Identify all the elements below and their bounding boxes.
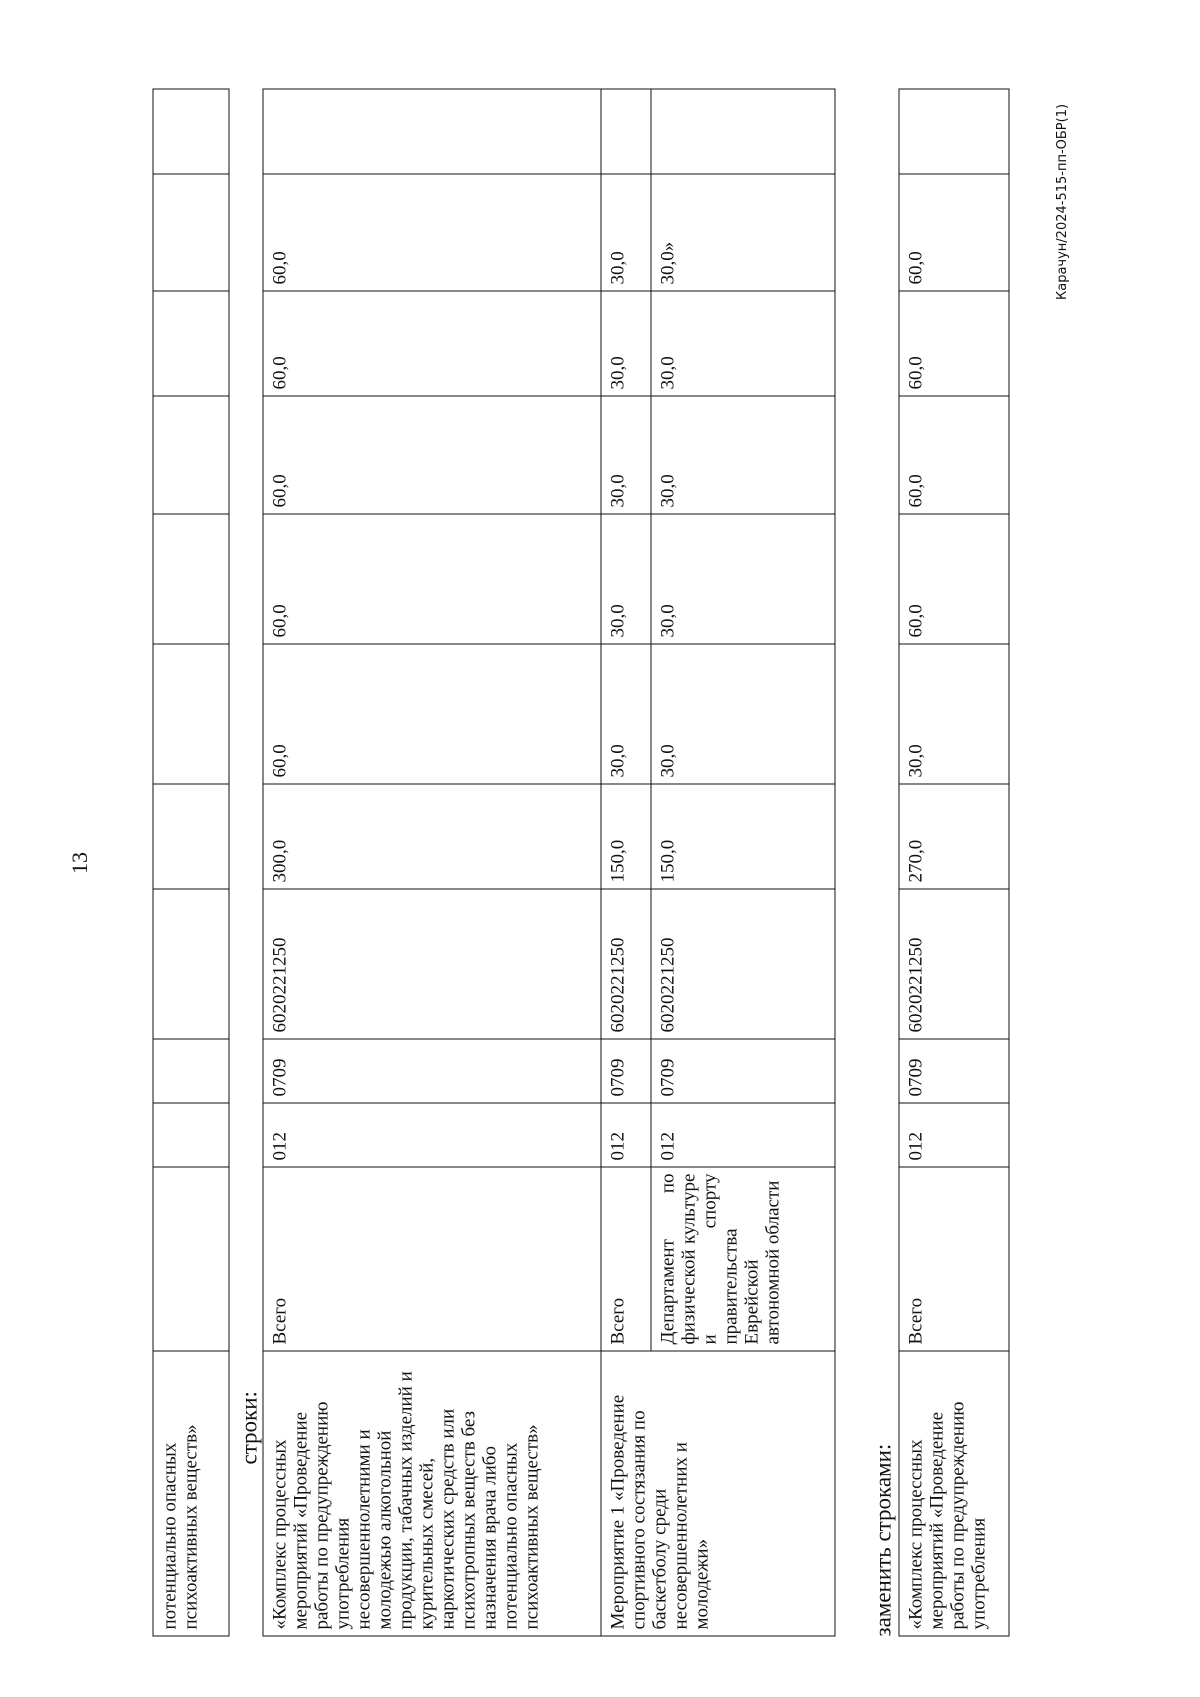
table-previous-tail: [153, 89, 230, 1637]
table-row: [153, 89, 229, 1636]
csr-cell: 6020221250: [263, 889, 601, 1039]
rzpr-cell: 0709: [263, 1039, 601, 1103]
value-year-cell: 60,0: [899, 514, 1009, 644]
rzpr-cell: 0709: [899, 1039, 1009, 1103]
value-year-cell: 60,0: [263, 644, 601, 784]
value-year-cell: 30,0: [601, 291, 651, 396]
value-year-cell: 60,0: [263, 174, 601, 291]
table-existing-rows: [263, 89, 836, 1637]
complex-name-cell: «Комплекс процессных мероприятий «Проведение работы по предупреждению употребления: [899, 1351, 1009, 1636]
csr-cell: 6020221250: [651, 889, 835, 1039]
value-year-cell: 30,0: [601, 174, 651, 291]
value-year-cell: 60,0: [899, 174, 1009, 291]
source-cell: Всего: [601, 1167, 651, 1351]
value-year-cell: 60,0: [899, 396, 1009, 514]
page-number: 13: [67, 852, 92, 874]
value-total-cell: 150,0: [601, 784, 651, 889]
table-row: [601, 89, 651, 1636]
value-total-cell: 270,0: [899, 784, 1009, 889]
grbs-cell: 012: [601, 1103, 651, 1167]
value-year-cell: 60,0: [263, 514, 601, 644]
grbs-cell: 012: [899, 1103, 1009, 1167]
measure-name-cell: Мероприятие 1 «Проведение спортивного состязания по баскетболу среди несовершеннолетних и молодежи»: [601, 1351, 835, 1636]
table-row: [263, 89, 601, 1636]
label-replace-rows: заменить строками:: [870, 1443, 896, 1637]
value-year-cell: 30,0: [651, 291, 835, 396]
rzpr-cell: 0709: [601, 1039, 651, 1103]
complex-name-cell: «Комплекс процессных мероприятий «Проведение работы по предупреждению употребления несовершеннолетними и молодежью алкогольной продукции, табачных изделий и курительных смесей, наркотических средств или психотропных веществ без назначения врача либо потенциально опасных психоактивных веществ»: [263, 1351, 601, 1636]
value-year-cell: 30,0: [601, 514, 651, 644]
row-name-cell: потенциально опасных психоактивных веществ»: [153, 1351, 229, 1636]
source-cell: Всего: [899, 1167, 1009, 1351]
rzpr-cell: 0709: [651, 1039, 835, 1103]
value-year-cell: 30,0: [601, 396, 651, 514]
table-row: [899, 89, 1009, 1636]
department-cell: Департамент по физической культуре и спорту правительства Еврейской автономной области: [651, 1167, 835, 1351]
grbs-cell: 012: [263, 1103, 601, 1167]
value-year-cell: 30,0: [601, 644, 651, 784]
value-year-cell: 60,0: [263, 396, 601, 514]
rotated-page-content: [1, 0, 1200, 1697]
label-rows: строки:: [236, 1391, 262, 1465]
value-year-cell: 60,0: [899, 291, 1009, 396]
value-year-cell: 30,0»: [651, 174, 835, 291]
value-year-cell: 30,0: [651, 396, 835, 514]
source-cell: Всего: [263, 1167, 601, 1351]
value-year-cell: 60,0: [263, 291, 601, 396]
value-year-cell: 30,0: [651, 514, 835, 644]
value-total-cell: 150,0: [651, 784, 835, 889]
grbs-cell: 012: [651, 1103, 835, 1167]
document-code: Карачун/2024-515-пп-ОБР(1): [1055, 103, 1070, 300]
value-year-cell: 30,0: [651, 644, 835, 784]
csr-cell: 6020221250: [601, 889, 651, 1039]
csr-cell: 6020221250: [899, 889, 1009, 1039]
value-year-cell: 30,0: [899, 644, 1009, 784]
table-replacement-rows: [899, 89, 1010, 1637]
value-total-cell: 300,0: [263, 784, 601, 889]
